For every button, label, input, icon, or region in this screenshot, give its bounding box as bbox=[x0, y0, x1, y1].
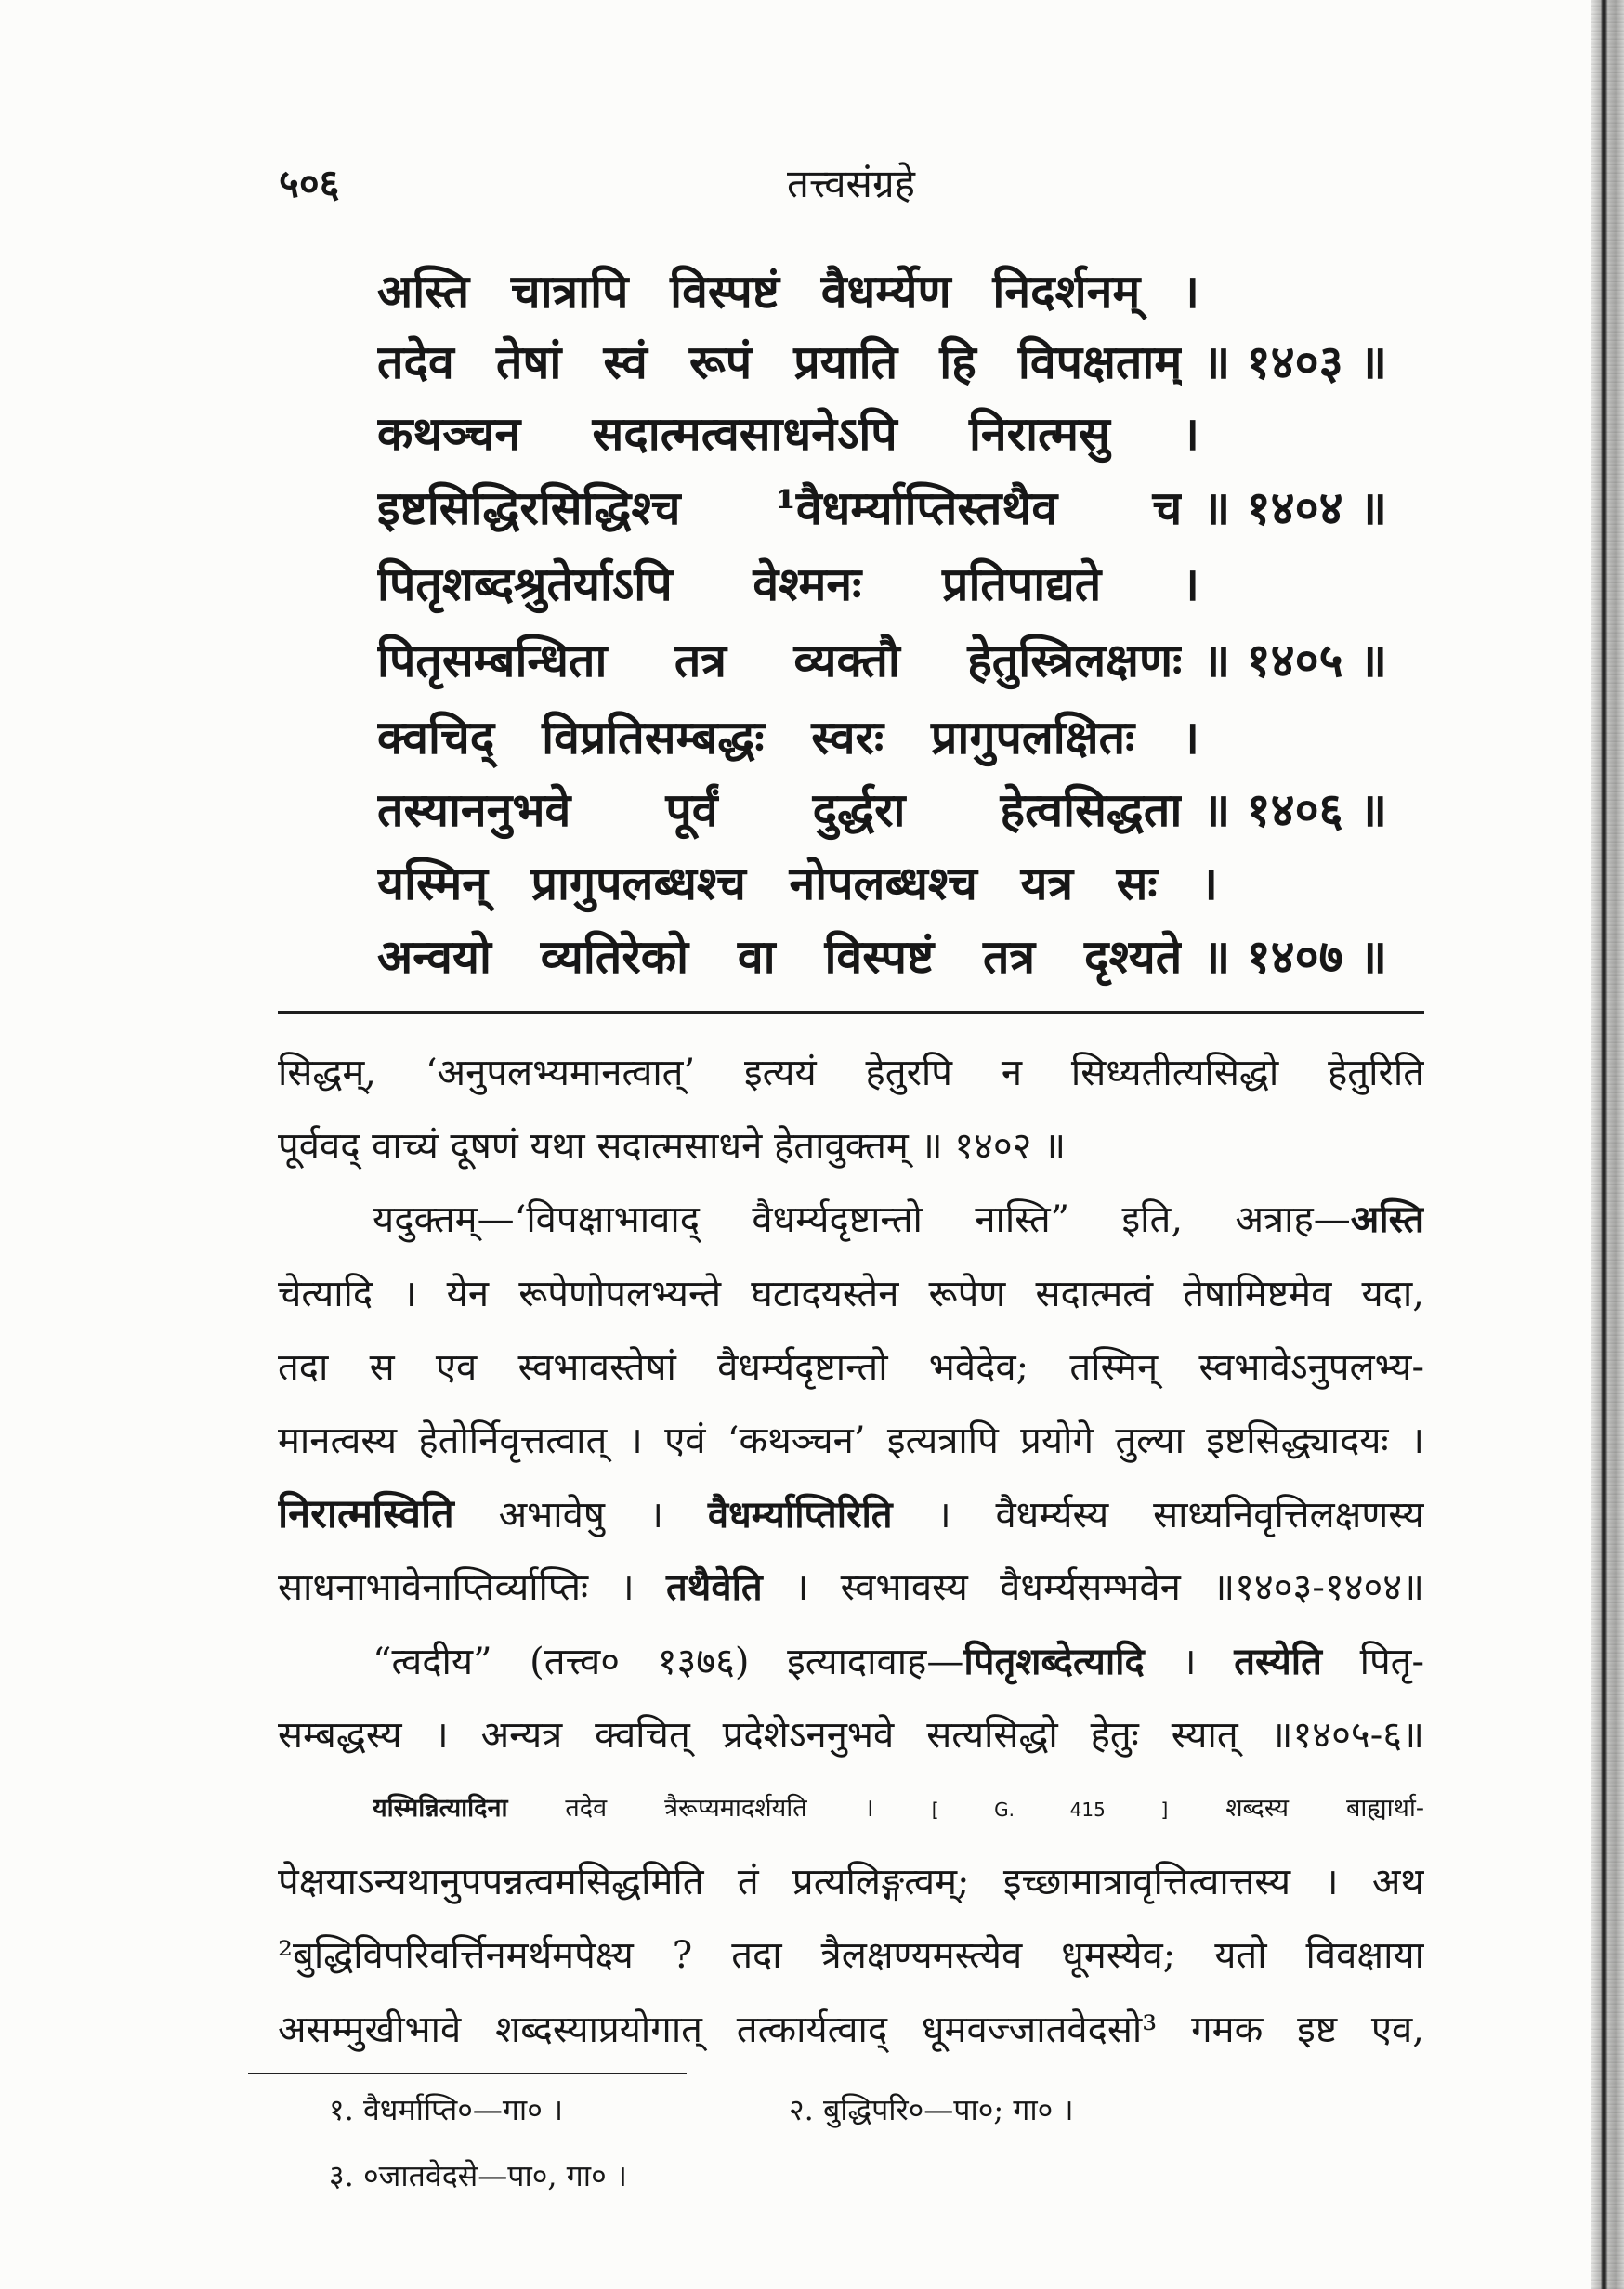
verse-commentary-divider bbox=[278, 1011, 1424, 1014]
commentary-text: पेक्षयाऽन्यथानुपपन्नत्वमसिद्धमिति तं प्रत्यलिङ्गत्वम्; इच्छामात्रावृत्तित्वात्तस्य । अथ bbox=[278, 1861, 1424, 1903]
verse-line bbox=[377, 549, 1199, 620]
commentary-text: पितृ- bbox=[1321, 1641, 1424, 1683]
verse-text: क्वचिद् विप्रतिसम्बद्धः स्वरः प्रागुपलक्षितः । bbox=[377, 710, 1199, 765]
pratika-term: तस्येति bbox=[1234, 1640, 1322, 1683]
footnote: २. बुद्धिपरि०—पा०; गा० । bbox=[789, 2092, 1074, 2127]
commentary-text: असम्मुखीभावे शब्दस्याप्रयोगात् तत्कार्यत्वाद् धूमवज्जातवेदसो³ गमक इष्ट एव, bbox=[278, 2008, 1424, 2051]
commentary-line bbox=[278, 1849, 1424, 1916]
commentary-line bbox=[278, 1702, 1424, 1769]
commentary-text: सिद्धम्, ‘अनुपलभ्यमानत्वात्’ इत्ययं हेतुरपि न सिध्यतीत्यसिद्धो हेतुरिति bbox=[278, 1052, 1424, 1094]
pratika-term: यस्मिन्नित्यादिना bbox=[373, 1794, 508, 1823]
verse-text: तस्याननुभवे पूर्वं दुर्द्धरा हेत्वसिद्धता bbox=[377, 782, 1183, 837]
commentary-text: । bbox=[1144, 1641, 1235, 1683]
running-title: तत्त्वसंग्रहे bbox=[787, 161, 915, 206]
commentary-line bbox=[278, 1922, 1424, 1989]
verse-number: ॥ १४०४ ॥ bbox=[1202, 480, 1387, 535]
commentary-text: ²बुद्धिविपरिवर्त्तिनमर्थमपेक्ष्य ? तदा त्रैलक्षण्यमस्त्येव धूमस्येव; यतो विवक्षाया bbox=[278, 1934, 1424, 1977]
commentary-line bbox=[278, 1040, 1424, 1106]
commentary-text: “त्वदीय” (तत्त्व० १३७६) इत्यादावाह— bbox=[373, 1641, 964, 1683]
verse-text: पितृशब्दश्रुतेर्याऽपि वेश्मनः प्रतिपाद्यते । bbox=[377, 556, 1199, 611]
commentary-text: चेत्यादि । येन रूपेणोपलभ्यन्ते घटादयस्तेन रूपेण सदात्मत्वं तेषामिष्टमेव यदा, bbox=[278, 1273, 1424, 1315]
commentary-line bbox=[278, 1554, 1424, 1621]
commentary-text: अभावेषु । bbox=[453, 1494, 708, 1537]
pratika-term: अस्ति bbox=[1350, 1197, 1424, 1241]
verse-line bbox=[377, 702, 1199, 773]
commentary-line bbox=[373, 1186, 1424, 1253]
commentary-line bbox=[278, 1481, 1424, 1548]
edition-page-marker: [ G. 415 ] bbox=[931, 1798, 1169, 1821]
verse-number: ॥ १४०६ ॥ bbox=[1202, 782, 1387, 837]
verse-number: ॥ १४०७ ॥ bbox=[1202, 929, 1387, 984]
verse-number: ॥ १४०५ ॥ bbox=[1202, 633, 1387, 687]
commentary-line bbox=[278, 1334, 1424, 1401]
pratika-term: निरात्मस्विति bbox=[278, 1490, 454, 1537]
commentary-line bbox=[278, 1407, 1424, 1474]
verse-line bbox=[377, 327, 1387, 398]
verse-line bbox=[377, 256, 1199, 327]
page-edge-binding bbox=[1591, 0, 1624, 2289]
verse-text: अस्ति चात्रापि विस्पष्टं वैधर्म्येण निदर्शनम् । bbox=[377, 264, 1199, 319]
footnote-divider bbox=[248, 2073, 687, 2074]
commentary-line bbox=[278, 1261, 1424, 1328]
commentary-text: मानत्वस्य हेतोर्निवृत्तत्वात् । एवं ‘कथञ्चन’ इत्यत्रापि प्रयोगे तुल्या इष्टसिद्ध्यादयः । bbox=[278, 1419, 1424, 1462]
verse-text: तदेव तेषां स्वं रूपं प्रयाति हि विपक्षताम् bbox=[377, 334, 1183, 389]
pratika-term: पितृशब्देत्यादि bbox=[963, 1640, 1145, 1683]
verse-text: अन्वयो व्यतिरेको वा विस्पष्टं तत्र दृश्यते bbox=[377, 929, 1183, 984]
commentary-text: शब्दस्य बाह्यार्था- bbox=[1168, 1794, 1424, 1823]
pratika-term: वैधर्म्याप्तिरिति bbox=[707, 1493, 893, 1537]
commentary-text: तदा स एव स्वभावस्तेषां वैधर्म्यदृष्टान्तो भवेदेव; तस्मिन् स्वभावेऽनुपलभ्य- bbox=[278, 1346, 1424, 1389]
verse-number: ॥ १४०३ ॥ bbox=[1202, 334, 1387, 389]
commentary-text: सम्बद्धस्य । अन्यत्र क्वचित् प्रदेशेऽननुभवे सत्यसिद्धो हेतुः स्यात् ॥१४०५-६॥ bbox=[278, 1714, 1424, 1757]
verse-text: इष्टसिद्धिरसिद्धिश्च ¹वैधर्म्याप्तिस्तथैव च bbox=[377, 480, 1183, 535]
verse-line bbox=[377, 473, 1387, 543]
verse-line bbox=[377, 399, 1199, 469]
verse-line bbox=[377, 848, 1218, 919]
commentary-text: यदुक्तम्—‘विपक्षाभावाद् वैधर्म्यदृष्टान्तो नास्ति” इति, अत्राह— bbox=[373, 1198, 1351, 1241]
commentary-text: । वैधर्म्यस्य साध्यनिवृत्तिलक्षणस्य bbox=[892, 1494, 1424, 1537]
commentary-text: पूर्ववद् वाच्यं दूषणं यथा सदात्मसाधने हेतावुक्तम् ॥ १४०२ ॥ bbox=[278, 1125, 1067, 1168]
verse-line bbox=[377, 922, 1387, 992]
footnote: ३. ०जातवेदसे—पा०, गा० । bbox=[329, 2158, 628, 2193]
commentary-line bbox=[278, 1113, 1424, 1180]
commentary-line bbox=[373, 1775, 1424, 1842]
page-number: ५०६ bbox=[279, 161, 340, 206]
verse-text: यस्मिन् प्रागुपलब्धश्च नोपलब्धश्च यत्र सः । bbox=[377, 856, 1218, 910]
verse-line bbox=[377, 625, 1387, 696]
commentary-line bbox=[278, 1996, 1424, 2063]
commentary-line bbox=[373, 1628, 1424, 1695]
pratika-term: तथैवेति bbox=[665, 1565, 763, 1609]
verse-text: कथञ्चन सदात्मत्वसाधनेऽपि निरात्मसु । bbox=[377, 406, 1199, 461]
commentary-text: । स्वभावस्य वैधर्म्यसम्भवेन ॥१४०३-१४०४॥ bbox=[762, 1566, 1424, 1609]
footnote: १. वैधर्माप्ति०—गा० । bbox=[329, 2092, 564, 2127]
commentary-text: साधनाभावेनाप्तिर्व्याप्तिः । bbox=[278, 1566, 666, 1609]
commentary-text: तदेव त्रैरूप्यमादर्शयति । bbox=[507, 1794, 932, 1823]
verse-text: पितृसम्बन्धिता तत्र व्यक्तौ हेतुस्त्रिलक्षणः bbox=[377, 633, 1183, 687]
verse-line bbox=[377, 775, 1387, 845]
